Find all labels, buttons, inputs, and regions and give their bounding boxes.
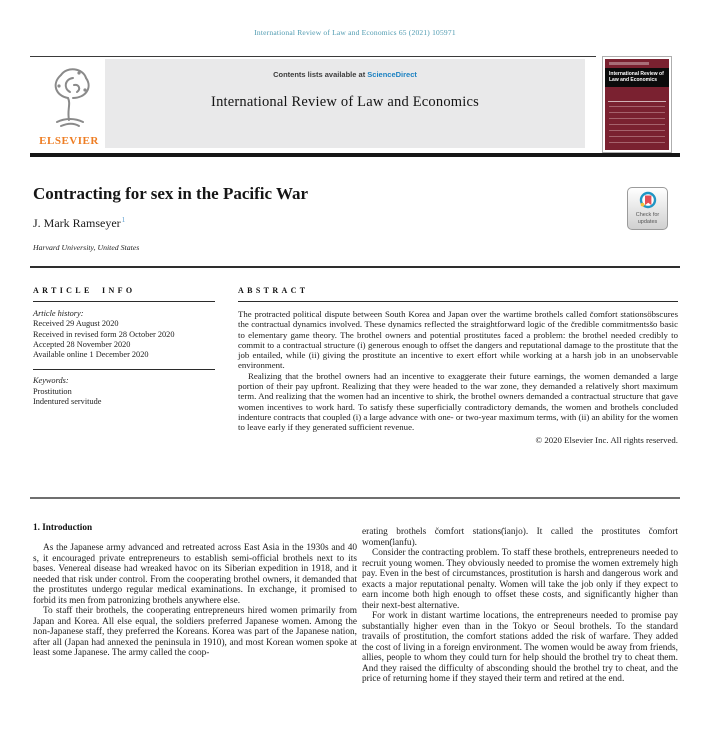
- elsevier-tree-icon: [41, 60, 97, 134]
- journal-cover-thumbnail[interactable]: [602, 56, 672, 153]
- contents-line: [105, 70, 585, 79]
- abstract-heading: ABSTRACT: [238, 286, 309, 295]
- elsevier-wordmark: ELSEVIER: [39, 135, 99, 147]
- body-paragraph: To staff their brothels, the cooperating entrepreneurs hired women primarily from Japan and Korea. All else equal, the soldiers preferred Japanese women. Among the non-Japanese staff, they preferred the Koreans. Korea was part of the Japanese nation, after all (Japan had annexed the peninsula in 1910), and most Korean women spoke at least some Japanese. The army called the coop-: [33, 606, 357, 658]
- article-info-section: [33, 286, 215, 407]
- journal-masthead-box: [105, 59, 585, 148]
- elsevier-logo[interactable]: [35, 60, 103, 152]
- masthead-bottom-rule: [30, 153, 680, 157]
- body-paragraph: For work in distant wartime locations, the entrepreneurs needed to promise pay substantially higher even than in the Tokyo or Seoul brothels. To the standard travails of prostitution, the comfort stations added the risk of warfare. They added the cost of living in a foreign environment. The women would be away from friends, allies, people to whom they could turn for help should the brothel try to cheat them. And they raised the difficulty of absconding should the brothel try to cheat, and the price of returning home if they stayed their term and retired at the end.: [362, 611, 678, 684]
- sciencedirect-link[interactable]: ScienceDirect: [367, 70, 417, 79]
- cover-top-text-line: [609, 62, 649, 65]
- cover-toc-lines: [609, 106, 665, 146]
- check-for-updates-badge[interactable]: [627, 187, 668, 230]
- history-item: Accepted 28 November 2020: [33, 339, 131, 349]
- abstract-section: [238, 286, 678, 445]
- cover-title: International Review of Law and Economics: [605, 68, 669, 87]
- abstract-paragraph: Realizing that the brothel owners had an incentive to exaggerate their future earnings, the women demanded a large portion of their pay upfront. Realizing that they were headed to the war zone, they demanded a relatively short maximum term. And realizing that the women had an incentive to shirk, the brothel owners demanded a contractual structure that gave women incentives to work hard. To satisfy these superficially contradictory demands, the women and brothels concluded indenture contracts that coupled (i) a large advance with one- or two-year maximum terms, with (ii) an ability for the women to leave early if they generated sufficient revenue.: [238, 370, 678, 433]
- journal-citation: International Review of Law and Economics 65 (2021) 105971: [254, 28, 456, 37]
- check-for-updates-label: Check for updates: [635, 212, 660, 225]
- author-name: J. Mark Ramseyer: [33, 216, 121, 230]
- author-footnote-link[interactable]: 1: [121, 215, 126, 224]
- article-info-rule: [33, 301, 215, 302]
- contents-prefix: Contents lists available at: [273, 70, 368, 79]
- section-heading-introduction: 1. Introduction: [33, 522, 93, 532]
- body-paragraph: As the Japanese army advanced and retreated across East Asia in the 1930s and 40 s, it encouraged private entrepreneurs to establish semi-official brothels next to its bases. Venereal disease had wreaked havoc on its Siberian expedition in 1918, and it needed that risk under control. From the cooperating brothel owners, it demanded that the prostitutes undergo regular medical examinations. In exchange, it promised to forbid its men from patronizing brothels anywhere else.: [33, 543, 357, 606]
- article-history-label: Article history:: [33, 309, 84, 318]
- copyright-line: © 2020 Elsevier Inc. All rights reserved.: [535, 434, 678, 445]
- abstract-rule: [238, 301, 678, 302]
- author-affiliation: Harvard University, United States: [33, 243, 140, 252]
- title-divider-rule: [30, 266, 680, 268]
- article-info-heading: ARTICLE INFO: [33, 286, 136, 295]
- body-paragraph: erating brothels c̆omfort stations(̈ianjo). It called the prostitutes c̆omfort women(̈ianfu).: [362, 527, 678, 548]
- body-paragraph: Consider the contracting problem. To staff these brothels, entrepreneurs needed to recruit young women. They obviously needed to promise the women extremely high pay. Even in the best of circumstances, prostitution is harsh and dangerous work and exacts a major reputational penalty. Women will take the job only if they expect to earn income both high enough to offset these costs, and significantly higher than their next-best alternative.: [362, 548, 678, 611]
- body-column-right: [362, 522, 678, 685]
- abstract-paragraph: The protracted political dispute between South Korea and Japan over the wartime brothels called c̆omfort stationsöbscures the contractual dynamics involved. These dynamics reflected the straightforward logic of the c̆redible commitmentss̆o basic to elementary game theory. The brothel owners and potential prostitutes faced a problem: the brothel needed credibly to commit to a contractual structure (i) generous enough to offset the dangers and reputational damage to the prostitute that the job entailed, while (ii) giving the prostitute an incentive to exert effort while working at a harsh job in an unobservable environment.: [238, 309, 678, 371]
- check-for-updates-icon: [639, 191, 657, 211]
- keyword-item: Indentured servitude: [33, 397, 102, 407]
- history-item: Received in revised form 28 October 2020: [33, 329, 175, 339]
- masthead-top-rule: [30, 56, 596, 57]
- keyword-item: Prostitution: [33, 386, 72, 396]
- history-item: Available online 1 December 2020: [33, 350, 149, 360]
- journal-title: International Review of Law and Economics: [211, 94, 479, 110]
- keywords-label: Keywords:: [33, 376, 69, 386]
- article-title: Contracting for sex in the Pacific War: [33, 184, 309, 203]
- cover-divider: [608, 101, 666, 102]
- abstract-bottom-rule: [30, 497, 680, 499]
- journal-cover-art: [605, 59, 669, 150]
- history-item: Received 29 August 2020: [33, 319, 119, 329]
- keywords-rule: [33, 369, 215, 370]
- body-column-left: [33, 522, 357, 659]
- author-line: [33, 215, 125, 231]
